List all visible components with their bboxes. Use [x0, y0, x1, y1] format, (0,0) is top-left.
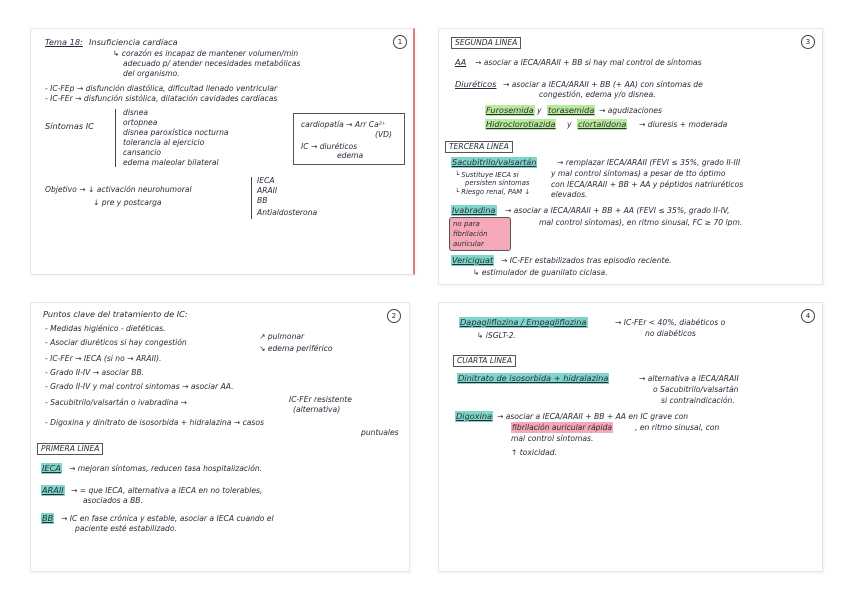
symptom: edema maleolar bilateral	[123, 158, 219, 167]
notes-page-4	[438, 302, 823, 572]
drug-desc: paciente esté estabilizado.	[75, 524, 177, 533]
symptom: tolerancia al ejercicio	[123, 138, 205, 147]
ic-fep-line: - IC-FEp → disfunción diastólica, dificultad llenado ventricular	[45, 84, 278, 93]
section-title: Puntos clave del tratamiento de IC:	[43, 309, 188, 319]
side-note: └ Riesgo renal, PAM ↓	[455, 188, 531, 196]
drug-desc: ↑ toxicidad.	[511, 448, 557, 457]
drug-item: Antialdosterona	[257, 208, 318, 217]
key-point-branch: ↘ edema periférico	[259, 344, 333, 353]
box-line: edema	[337, 151, 364, 160]
symptom: disnea paroxística nocturna	[123, 128, 229, 137]
drug-desc: asociados a BB.	[83, 496, 143, 505]
drug-desc: o Sacubitrilo/valsartán	[653, 385, 739, 394]
definition-line: del organismo.	[123, 69, 180, 78]
drug-desc: congestión, edema y/o disnea.	[539, 90, 656, 99]
drug-desc: → IC-FEr estabilizados tras episodio reciente.	[501, 256, 672, 265]
symptoms-heading: Síntomas IC	[45, 121, 94, 131]
brace	[251, 177, 252, 219]
drug-dapagliflozina: Dapagliflozina / Empagliflozina	[460, 317, 587, 327]
drug-desc: ↳ estimulador de guanilato ciclasa.	[473, 268, 608, 277]
drug-desc: mal control síntomas.	[511, 434, 594, 443]
drug-desc: no diabéticos	[645, 329, 696, 338]
page-number: 4	[801, 309, 815, 323]
drug-desc: con IECA/ARAII + BB + AA y péptidos natriuréticos	[551, 180, 744, 189]
drug-vericiguat: Vericiguat	[452, 255, 494, 265]
drug-desc: → = que IECA, alternativa a IECA en no tolerables,	[71, 486, 263, 495]
key-point-note: puntuales	[361, 428, 399, 437]
objective-line: ↓ pre y postcarga	[93, 198, 162, 207]
key-point-note: (alternativa)	[293, 405, 341, 414]
drug-clortalidona: clortalidona	[578, 119, 627, 129]
drug-ivabradina: Ivabradina	[452, 205, 496, 215]
key-point: - Grado II-IV → asociar BB.	[45, 368, 145, 377]
key-point: - Sacubitrilo/valsartán o ivabradina →	[45, 398, 188, 407]
key-point: - Asociar diuréticos si hay congestión	[45, 338, 187, 347]
objective-line: Objetivo → ↓ activación neurohumoral	[45, 185, 192, 194]
drug-item: BB	[257, 196, 268, 205]
notes-page-3	[438, 28, 823, 285]
drug-diureticos: Diuréticos	[455, 79, 497, 89]
box-line: IC → diuréticos	[301, 142, 358, 151]
ic-fer-line: - IC-FEr → disfunción sistólica, dilatación cavidades cardíacas	[45, 94, 278, 103]
page-number: 2	[387, 309, 401, 323]
warning-note: no para fibrilación auricular	[449, 217, 511, 251]
topic-label: Tema 18:	[45, 37, 83, 47]
drug-item: IECA	[257, 176, 275, 185]
drug-desc: → asociar a IECA/ARAII + BB (+ AA) con síntomas de	[503, 80, 703, 89]
key-point-note: IC-FEr resistente	[289, 395, 352, 404]
drug-item: ARAII	[257, 186, 278, 195]
first-line-heading: PRIMERA LÍNEA	[37, 443, 103, 455]
drug-desc: si contraindicación.	[661, 396, 735, 405]
drug-furosemida: Furosemida	[486, 105, 534, 115]
drug-desc: → IC en fase crónica y estable, asociar a IECA cuando el	[61, 514, 274, 523]
drug-desc: mal control síntomas), en ritmo sinusal, FC ≥ 70 lpm.	[539, 218, 743, 227]
drug-desc: → diuresis + moderada	[639, 120, 728, 129]
second-line-heading: SEGUNDA LÍNEA	[451, 37, 521, 49]
drug-ieca: IECA	[42, 463, 61, 473]
brace	[115, 109, 116, 167]
page-number: 3	[801, 35, 815, 49]
page-number: 1	[393, 35, 407, 49]
key-point: - Grado II-IV y mal control sintomas → asociar AA.	[45, 382, 234, 391]
drug-desc: → agudizaciones	[599, 106, 663, 115]
definition-line: adecuado p/ atender necesidades metabólicas	[123, 59, 301, 68]
drug-desc: → alternativa a IECA/ARAII	[639, 374, 739, 383]
drug-desc: → asociar a IECA/ARAII + BB + AA en IC grave con	[497, 412, 689, 421]
drug-araii: ARAII	[42, 485, 64, 495]
drug-desc: → asociar a IECA/ARAII + BB + AA (FEVI ≤ 35%, grado II-IV,	[505, 206, 730, 215]
drug-digoxina: Digoxina	[456, 411, 493, 421]
drug-bb: BB	[42, 513, 54, 523]
drug-class: ↳ iSGLT-2.	[477, 331, 516, 340]
drug-desc: → remplazar IECA/ARAII (FEVI ≤ 35%, grado II-III	[557, 158, 741, 167]
symptom: cansancio	[123, 148, 161, 157]
key-point-branch: ↗ pulmonar	[259, 332, 305, 341]
drug-aa: AA	[455, 57, 467, 67]
drug-desc: , en ritmo sinusal, con	[635, 423, 720, 432]
drug-desc: y mal control síntomas) a pesar de tto óptimo	[551, 169, 726, 178]
side-note: └ Sustituye IECA si	[455, 171, 519, 179]
notes-page-1	[30, 28, 415, 275]
symptom: disnea	[123, 108, 149, 117]
key-point: - Medidas higiénico - dietéticas.	[45, 324, 166, 333]
box-line: cardiopatía → Arr Ca²⁺	[301, 120, 386, 129]
definition-line: ↳ corazón es incapaz de mantener volumen/min	[113, 49, 299, 58]
key-point: - IC-FEr → IECA (si no → ARAII).	[45, 354, 162, 363]
fourth-line-heading: CUARTA LÍNEA	[453, 355, 516, 367]
drug-dinitrato: Dinitrato de isosorbida + hidralazina	[458, 373, 609, 383]
notes-page-2	[30, 302, 410, 572]
drug-desc: → IC-FEr < 40%, diabéticos o	[615, 318, 726, 327]
drug-sacubitrilo: Sacubitrilo/valsartán	[452, 157, 537, 167]
highlight-fa: fibrilación auricular rápida	[512, 423, 613, 432]
symptom: ortopnea	[123, 118, 158, 127]
third-line-heading: TERCERA LÍNEA	[445, 141, 513, 153]
box-line: (VD)	[375, 130, 392, 139]
side-note: persisten síntomas	[465, 179, 530, 187]
drug-desc: → asociar a IECA/ARAII + BB si hay mal control de síntomas	[475, 58, 702, 67]
key-point: - Digoxina y dinitrato de isosorbida + hidralazina → casos	[45, 418, 264, 427]
drug-desc: elevados.	[551, 190, 588, 199]
drug-hidroclorotiazida: Hidroclorotiazida	[486, 119, 556, 129]
topic-title: Insuficiencia cardíaca	[89, 37, 178, 47]
drug-desc: → mejoran síntomas, reducen tasa hospitalización.	[69, 464, 263, 473]
drug-torasemida: torasemida	[548, 105, 595, 115]
connector: y	[567, 120, 572, 129]
connector: y	[537, 106, 542, 115]
